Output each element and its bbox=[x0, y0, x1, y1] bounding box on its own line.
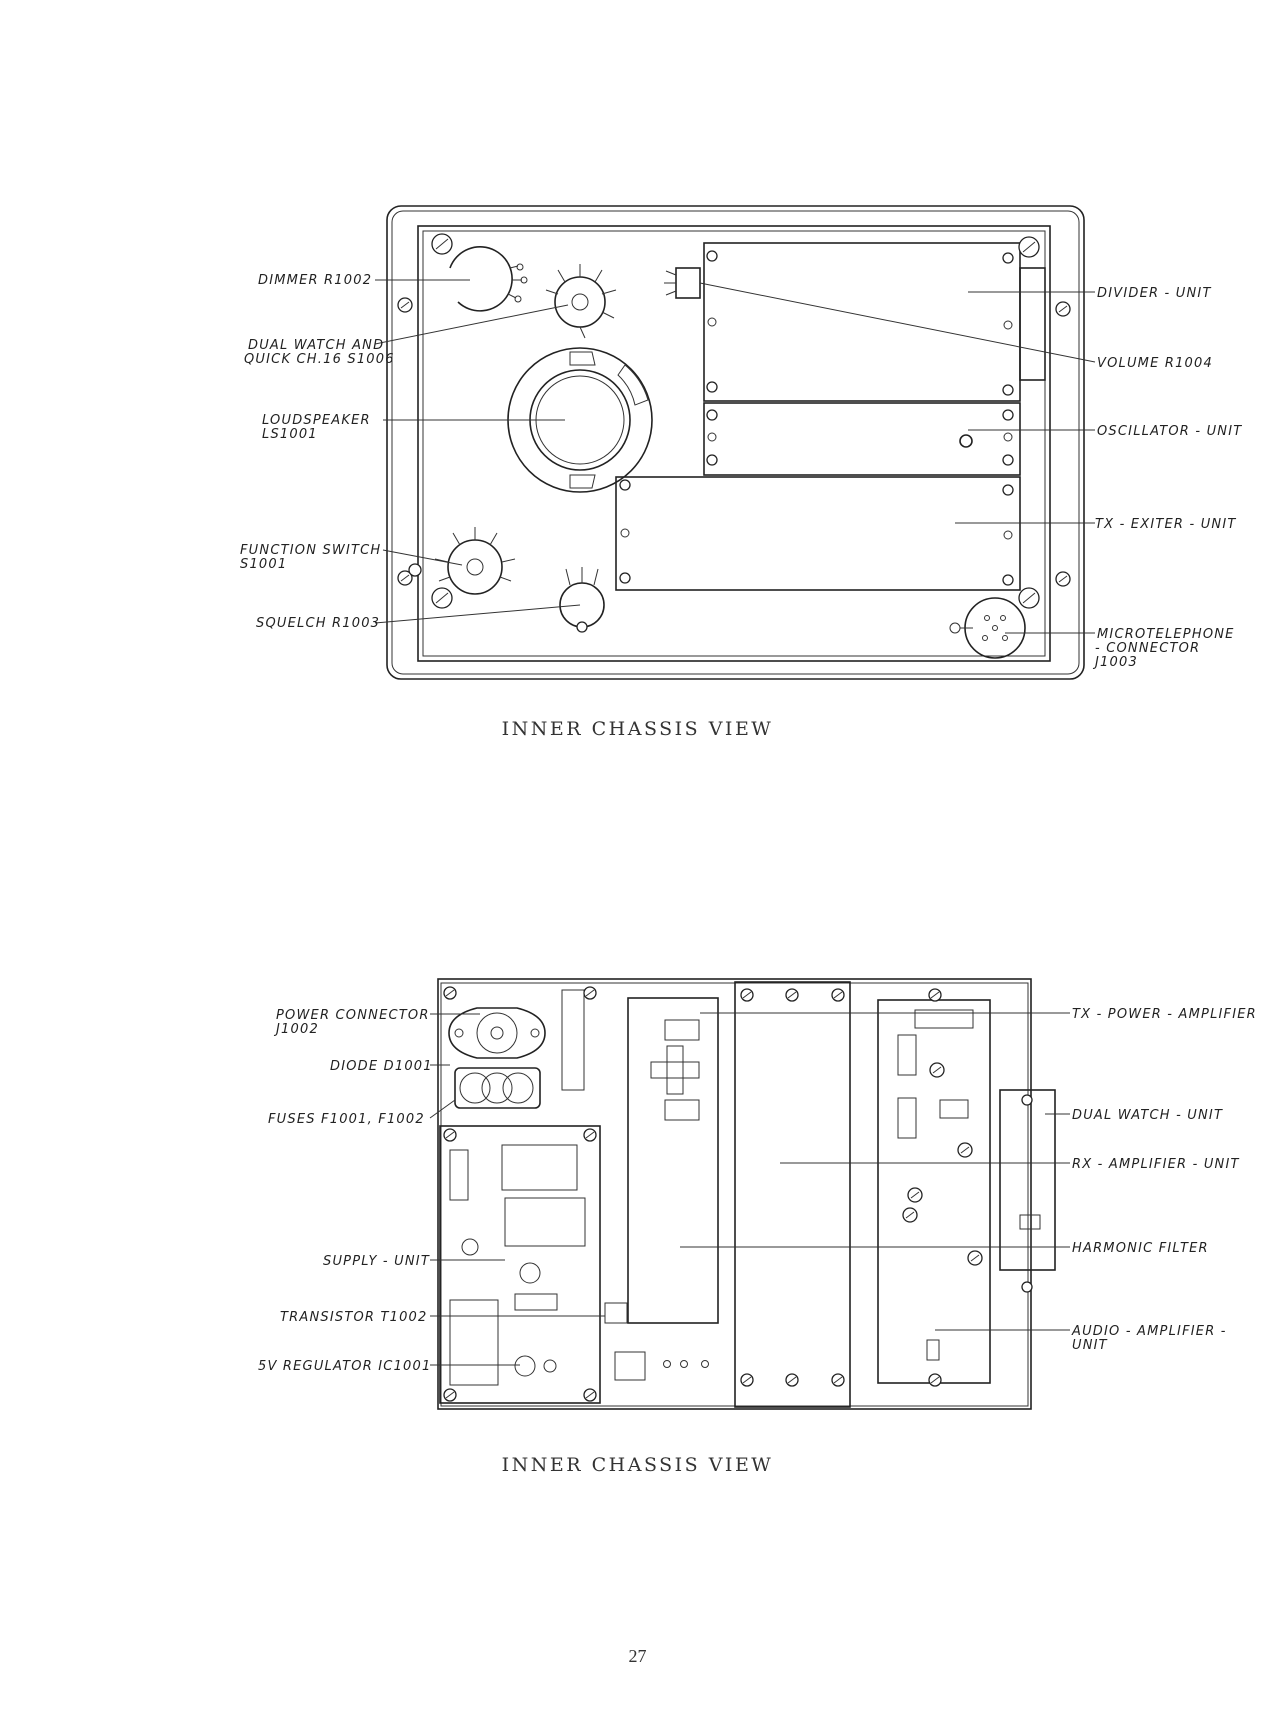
transistor-t1002-icon bbox=[605, 1303, 627, 1323]
supply-unit-board bbox=[440, 1126, 600, 1403]
label-microtelephone-line2: - CONNECTOR bbox=[1095, 641, 1201, 656]
bottom-figure-caption: INNER CHASSIS VIEW bbox=[501, 1454, 774, 1476]
page-number: 27 bbox=[628, 1646, 647, 1666]
dimmer-potentiometer-icon bbox=[450, 247, 527, 311]
volume-potentiometer-icon bbox=[664, 268, 700, 298]
label-volume: VOLUME R1004 bbox=[1097, 356, 1213, 371]
oscillator-trim-hole bbox=[960, 435, 972, 447]
label-transistor: TRANSISTOR T1002 bbox=[280, 1310, 428, 1325]
tx-exiter-unit-board bbox=[616, 477, 1020, 590]
label-diode: DIODE D1001 bbox=[330, 1059, 433, 1074]
tx-power-transistor-icon bbox=[651, 1046, 699, 1094]
fuses-icon bbox=[455, 1068, 540, 1108]
microtelephone-connector-icon bbox=[950, 598, 1025, 658]
chassis-plate-inner bbox=[423, 231, 1045, 656]
label-oscillator-unit: OSCILLATOR - UNIT bbox=[1097, 424, 1243, 439]
label-tx-power-amplifier: TX - POWER - AMPLIFIER bbox=[1072, 1007, 1257, 1022]
right-board-column bbox=[878, 1000, 990, 1383]
label-dual-watch-unit: DUAL WATCH - UNIT bbox=[1072, 1108, 1224, 1123]
inner-chassis-view-bottom-diagram bbox=[0, 970, 1275, 1415]
label-microtelephone-line1: MICROTELEPHONE bbox=[1097, 627, 1235, 642]
label-dual-watch-line1: DUAL WATCH AND bbox=[248, 338, 385, 353]
divider-unit-side-bar bbox=[1020, 268, 1045, 380]
supply-capacitor bbox=[450, 1150, 468, 1200]
label-function-switch-line1: FUNCTION SWITCH bbox=[240, 543, 382, 558]
harmonic-filter-box bbox=[735, 982, 850, 1407]
top-figure-caption: INNER CHASSIS VIEW bbox=[501, 718, 774, 740]
label-dual-watch-line2: QUICK CH.16 S1006 bbox=[244, 352, 395, 367]
label-rx-amplifier-unit: RX - AMPLIFIER - UNIT bbox=[1072, 1157, 1240, 1172]
diode-icon bbox=[562, 990, 584, 1090]
label-microtelephone-line3: J1003 bbox=[1095, 655, 1138, 670]
label-supply-unit: SUPPLY - UNIT bbox=[323, 1254, 430, 1269]
supply-transformer-1 bbox=[502, 1145, 577, 1190]
label-audio-amplifier-line2: UNIT bbox=[1072, 1338, 1108, 1353]
label-squelch: SQUELCH R1003 bbox=[256, 616, 381, 631]
label-dimmer: DIMMER R1002 bbox=[258, 273, 373, 288]
bottom-screws bbox=[444, 987, 1032, 1401]
function-switch-icon bbox=[435, 527, 515, 594]
bottom-leader-lines bbox=[430, 1013, 1070, 1365]
label-loudspeaker-line1: LOUDSPEAKER bbox=[262, 413, 371, 428]
inner-chassis-view-top-diagram bbox=[0, 195, 1275, 695]
divider-unit-board bbox=[704, 243, 1020, 401]
chassis-housing bbox=[387, 206, 1084, 679]
power-connector-icon bbox=[449, 1008, 545, 1058]
supply-block bbox=[450, 1300, 498, 1385]
label-power-connector-line1: POWER CONNECTOR bbox=[276, 1008, 430, 1023]
tx-power-amplifier-heatsink bbox=[628, 998, 718, 1323]
top-leader-lines bbox=[375, 280, 1095, 633]
label-divider-unit: DIVIDER - UNIT bbox=[1097, 286, 1212, 301]
oscillator-unit-board bbox=[704, 403, 1020, 475]
squelch-potentiometer-icon bbox=[560, 567, 604, 632]
label-5v-regulator: 5V REGULATOR IC1001 bbox=[258, 1359, 432, 1374]
label-function-switch-line2: S1001 bbox=[240, 557, 288, 572]
label-audio-amplifier-line1: AUDIO - AMPLIFIER - bbox=[1072, 1324, 1227, 1339]
supply-transformer-2 bbox=[505, 1198, 585, 1246]
regulator-ic1001-icon bbox=[615, 1352, 645, 1380]
label-power-connector-line2: J1002 bbox=[276, 1022, 319, 1037]
dual-watch-switch-icon bbox=[546, 264, 616, 338]
chassis-plate bbox=[418, 226, 1050, 661]
label-fuses: FUSES F1001, F1002 bbox=[268, 1112, 425, 1127]
label-loudspeaker-line2: LS1001 bbox=[262, 427, 318, 442]
supply-resistor bbox=[515, 1294, 557, 1310]
label-harmonic-filter: HARMONIC FILTER bbox=[1072, 1241, 1209, 1256]
label-tx-exiter-unit: TX - EXITER - UNIT bbox=[1095, 517, 1237, 532]
